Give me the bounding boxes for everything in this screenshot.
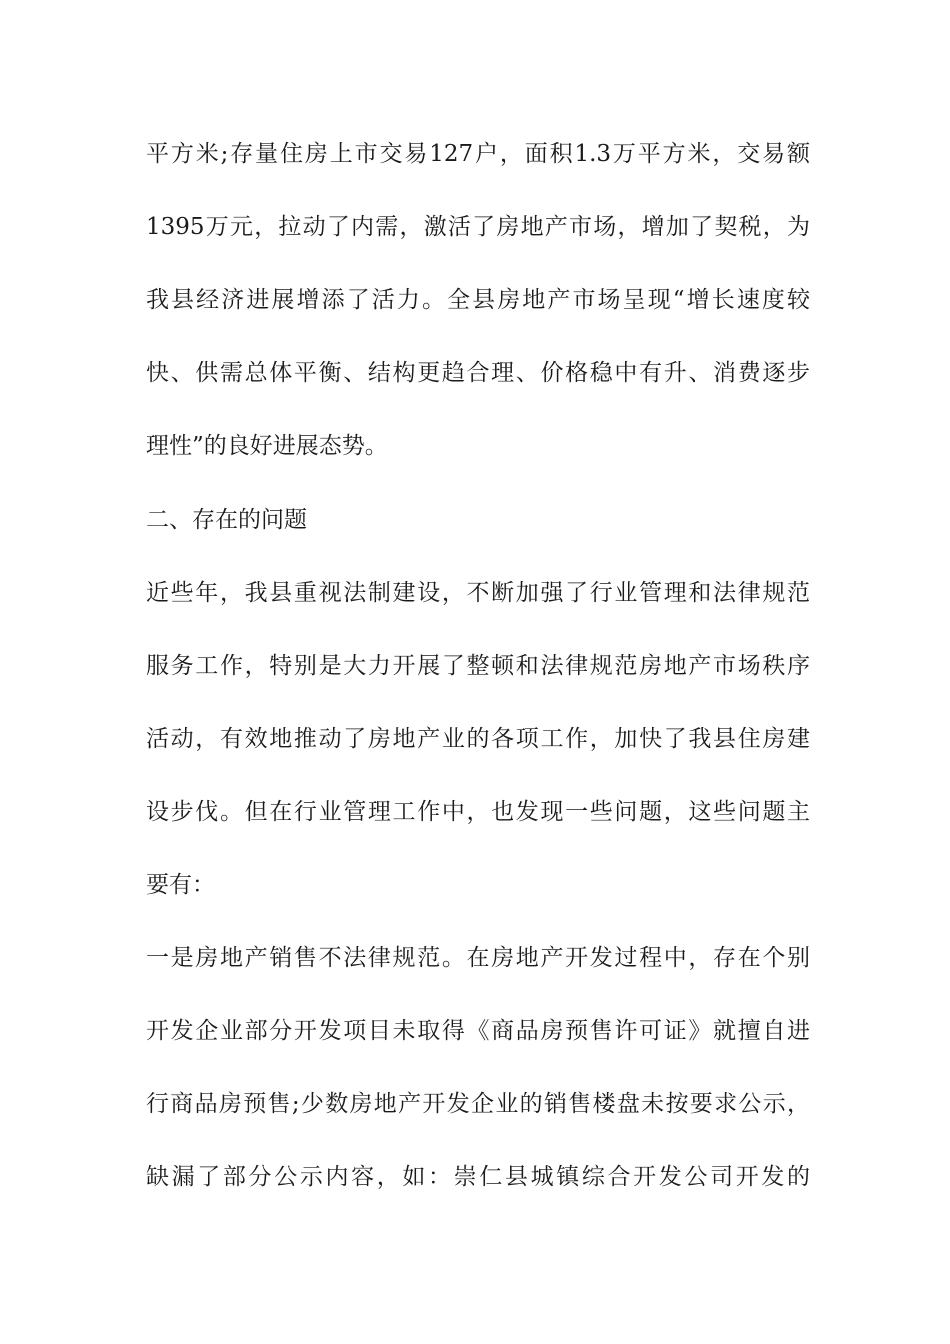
- text-line-12: 一是房地产销售不法律规范。在房地产开发过程中，存在个别: [146, 945, 810, 971]
- section-heading: 二、存在的问题: [146, 507, 307, 533]
- text-line-10: 设步伐。但在行业管理工作中，也发现一些问题，这些问题主: [146, 799, 810, 825]
- text-line-1: 平方米;存量住房上市交易127户，面积1.3万平方米，交易额: [146, 141, 810, 167]
- text-line-7: 近些年，我县重视法制建设，不断加强了行业管理和法律规范: [146, 580, 810, 606]
- text-line-2: 1395万元，拉动了内需，激活了房地产市场，增加了契税，为: [146, 214, 810, 240]
- text-line-3: 我县经济进展增添了活力。全县房地产市场呈现“增长速度较: [146, 287, 810, 313]
- text-line-5: 理性”的良好进展态势。: [146, 433, 388, 459]
- text-line-4: 快、供需总体平衡、结构更趋合理、价格稳中有升、消费逐步: [146, 360, 810, 386]
- text-line-15: 缺漏了部分公示内容，如：崇仁县城镇综合开发公司开发的: [146, 1164, 810, 1190]
- text-line-14: 行商品房预售;少数房地产开发企业的销售楼盘未按要求公示，: [146, 1091, 810, 1117]
- text-line-13: 开发企业部分开发项目未取得《商品房预售许可证》就擅自进: [146, 1018, 810, 1044]
- text-line-8: 服务工作，特别是大力开展了整顿和法律规范房地产市场秩序: [146, 653, 810, 679]
- text-line-9: 活动，有效地推动了房地产业的各项工作，加快了我县住房建: [146, 726, 810, 752]
- text-line-11: 要有：: [146, 872, 215, 898]
